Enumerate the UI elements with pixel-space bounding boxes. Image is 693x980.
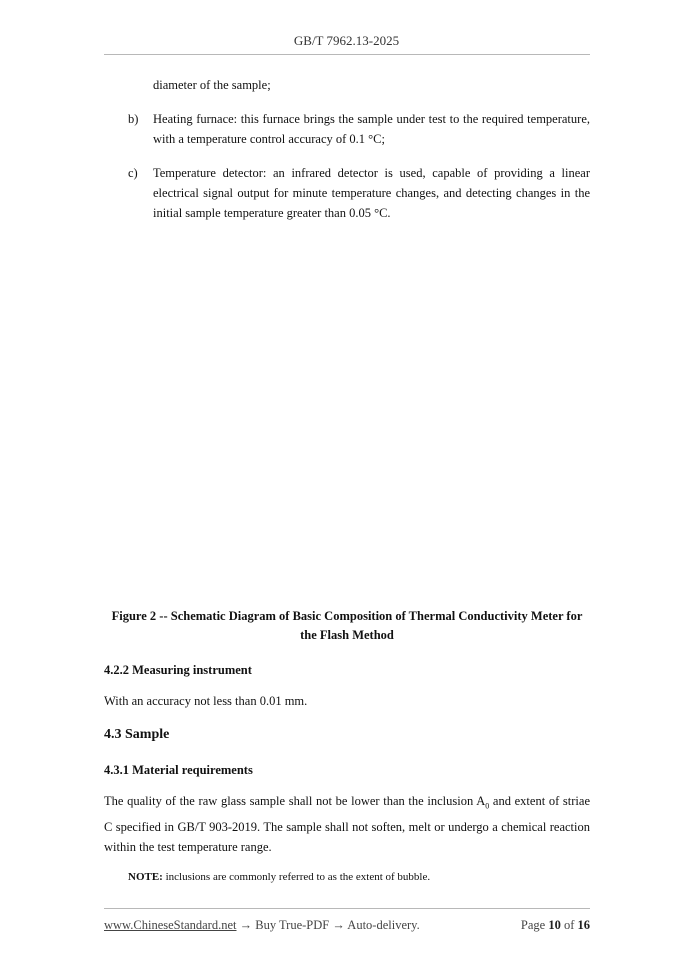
text-part: and extent of striae C specified in GB/T 903-2019. The sample shall not soften, melt or undergo a chemical reaction within the test temperature range. — [104, 794, 591, 854]
page-total: 16 — [577, 918, 590, 932]
section-heading-4-2-2: 4.2.2 Measuring instrument — [104, 663, 252, 677]
footer-tagline: → Buy True-PDF → Auto-delivery. — [236, 918, 420, 932]
figure-caption — [104, 607, 590, 645]
page-footer — [104, 918, 590, 933]
text-part: The quality of the raw glass sample shall not be lower than the inclusion A — [104, 794, 486, 808]
header-divider — [104, 54, 590, 55]
footer-divider — [104, 908, 590, 909]
continuation-text: diameter of the sample; — [153, 78, 271, 92]
list-item-c — [104, 163, 590, 223]
footer-left — [104, 918, 420, 933]
list-item-text: Temperature detector: an infrared detector is used, capable of providing a linear electrical signal output for minute temperature changes, and detecting changes in the initial sample temperature greater than 0.05 °C. — [153, 166, 590, 220]
note — [104, 869, 590, 885]
note-text: inclusions are commonly referred to as the extent of bubble. — [162, 870, 431, 883]
subscript: 0 — [485, 801, 490, 811]
list-item-label: b) — [128, 112, 139, 126]
page-word: Page — [520, 918, 546, 932]
section-text-4-2-2: With an accuracy not less than 0.01 mm. — [104, 694, 308, 708]
doc-header: GB/T 7962.13-2025 — [293, 33, 400, 48]
section-heading-4-3-1: 4.3.1 Material requirements — [104, 763, 253, 777]
page-indicator — [521, 918, 590, 933]
note-label: NOTE: — [128, 870, 163, 883]
page-content — [104, 75, 590, 885]
figure-area — [104, 223, 590, 607]
list-item-text: Heating furnace: this furnace brings the sample under test to the required temperature, with a temperature control accuracy of 0.1 °C; — [153, 112, 590, 146]
figure-caption-line: the Flash Method — [300, 628, 394, 642]
section-heading-4-3: 4.3 Sample — [104, 727, 170, 742]
figure-caption-line: Figure 2 -- Schematic Diagram of Basic Composition of Thermal Conductivity Meter for — [111, 609, 583, 623]
of-word: of — [563, 918, 575, 932]
page-number: 10 — [548, 918, 561, 932]
section-text-4-3-1 — [104, 791, 590, 857]
list-item-b — [104, 109, 590, 149]
website-link[interactable]: www.ChineseStandard.net — [104, 918, 237, 932]
list-item-label: c) — [128, 166, 138, 180]
